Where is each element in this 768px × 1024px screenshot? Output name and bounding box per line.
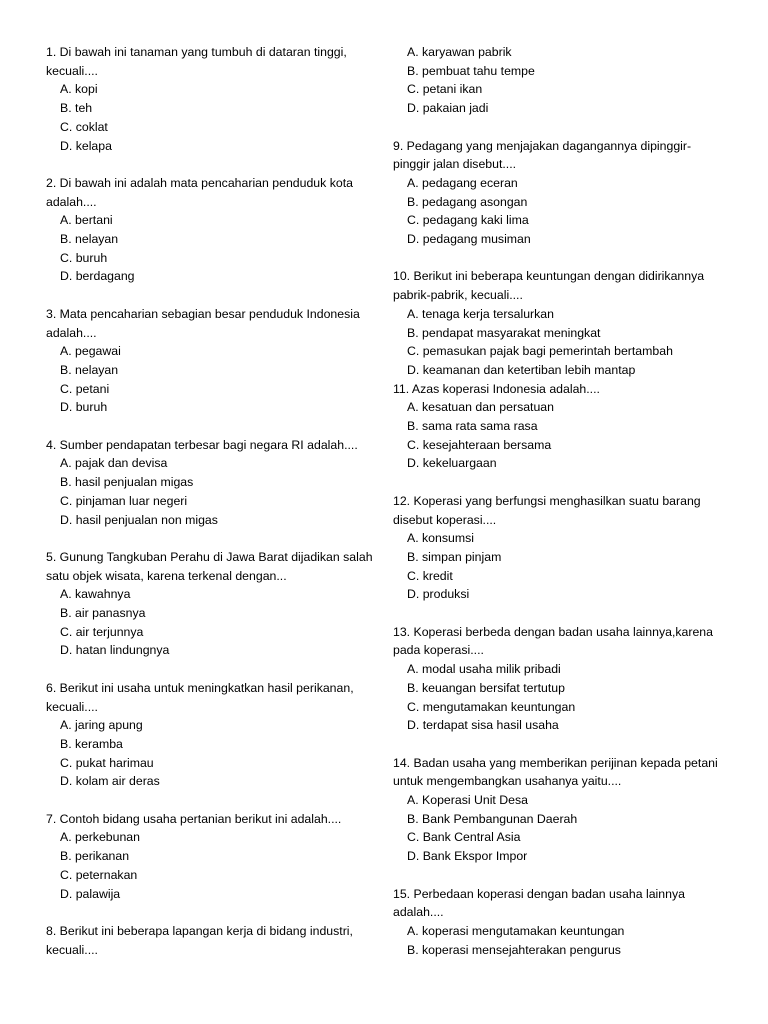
question-block [393,623,723,735]
question-block [46,305,381,417]
question-text: 5. Gunung Tangkuban Perahu di Jawa Barat dijadikan salah satu objek wisata, karena terkenal dengan... [46,549,373,583]
answer-options [393,791,723,866]
question-text: 10. Berikut ini beberapa keuntungan dengan didirikannya pabrik-pabrik, kecuali.... [393,269,705,303]
answer-option: A. tenaga kerja tersalurkan [407,306,554,321]
answer-option: A. karyawan pabrik [407,45,512,59]
answer-option: C. coklat [60,119,108,134]
question-text: 4. Sumber pendapatan terbesar bagi negara RI adalah.... [46,437,358,452]
answer-option: D. produksi [407,587,470,602]
answer-options [46,80,381,155]
answer-option: B. koperasi mensejahterakan pengurus [407,942,621,957]
question-block [393,137,723,249]
answer-option: B. nelayan [60,362,119,377]
answer-option: B. keramba [60,736,123,751]
answer-option: A. konsumsi [407,531,474,546]
answer-option: C. buruh [60,250,108,265]
answer-option: D. terdapat sisa hasil usaha [407,718,559,733]
answer-options [393,922,723,959]
answer-option: B. air panasnya [60,606,146,621]
answer-option: D. Bank Ekspor Impor [407,849,528,864]
question-block [46,810,381,904]
question-text: 15. Perbedaan koperasi dengan badan usaha lainnya adalah.... [393,886,685,920]
answer-option: B. Bank Pembangunan Daerah [407,811,578,826]
answer-option: A. pedagang eceran [407,175,518,190]
question-text: 9. Pedagang yang menjajakan dagangannya dipinggir-pinggir jalan disebut.... [393,138,692,172]
question-text: 11. Azas koperasi Indonesia adalah.... [393,381,600,396]
answer-option: D. buruh [60,400,108,415]
answer-option: C. Bank Central Asia [407,830,521,845]
answer-option: B. keuangan bersifat tertutup [407,680,565,695]
answer-option: C. pukat harimau [60,755,154,770]
answer-option: C. pinjaman luar negeri [60,493,188,508]
answer-option: C. kredit [407,568,453,583]
answer-option: A. modal usaha milik pribadi [407,662,561,677]
question-block [393,885,723,960]
question-block [393,380,723,474]
answer-option: D. hatan lindungnya [60,643,170,658]
question-text: 6. Berikut ini usaha untuk meningkatkan hasil perikanan, kecuali.... [46,680,354,714]
question-text: 1. Di bawah ini tanaman yang tumbuh di dataran tinggi, kecuali.... [46,45,347,78]
answer-options [393,398,723,473]
question-block [393,267,723,379]
answer-option: B. perikanan [60,849,130,864]
question-block [46,436,381,530]
question-block [46,548,381,660]
answer-option: C. pedagang kaki lima [407,213,529,228]
answer-option: A. kawahnya [60,587,131,602]
answer-option: A. perkebunan [60,830,140,845]
answer-option: A. pajak dan devisa [60,456,168,471]
question-block [393,43,723,118]
answer-option: A. kesatuan dan persatuan [407,400,554,415]
answer-option: B. simpan pinjam [407,549,502,564]
answer-option: A. bertani [60,213,113,228]
answer-option: B. sama rata sama rasa [407,419,538,434]
answer-option: D. kekeluargaan [407,456,497,471]
answer-options [393,305,723,380]
answer-options [46,716,381,791]
answer-option: D. hasil penjualan non migas [60,512,218,527]
question-text: 13. Koperasi berbeda dengan badan usaha lainnya,karena pada koperasi.... [393,624,713,658]
question-block [393,492,723,604]
question-text: 12. Koperasi yang berfungsi menghasilkan suatu barang disebut koperasi.... [393,493,701,527]
question-block [46,679,381,791]
answer-options [46,828,381,903]
answer-option: B. nelayan [60,232,119,247]
question-block [46,43,381,155]
answer-option: C. petani ikan [407,82,483,97]
answer-option: C. peternakan [60,867,138,882]
question-text: 2. Di bawah ini adalah mata pencaharian penduduk kota adalah.... [46,175,353,209]
question-block [46,922,381,959]
answer-option: D. pedagang musiman [407,232,531,247]
answer-option: A. pegawai [60,344,121,359]
answer-options [46,211,381,286]
answer-option: D. kelapa [60,138,112,153]
answer-options [393,529,723,604]
answer-option: A. kopi [60,82,98,97]
answer-option: D. keamanan dan ketertiban lebih mantap [407,362,636,377]
answer-option: A. Koperasi Unit Desa [407,793,528,808]
answer-option: B. pendapat masyarakat meningkat [407,325,601,340]
answer-option: B. pedagang asongan [407,194,528,209]
answer-options [393,660,723,735]
question-block [393,754,723,866]
question-text: 7. Contoh bidang usaha pertanian berikut ini adalah.... [46,811,342,826]
answer-option: B. hasil penjualan migas [60,475,194,490]
question-block [46,174,381,286]
question-text: 3. Mata pencaharian sebagian besar penduduk Indonesia adalah.... [46,306,360,340]
answer-option: A. koperasi mengutamakan keuntungan [407,923,625,938]
answer-option: C. mengutamakan keuntungan [407,699,576,714]
answer-option: C. air terjunnya [60,624,144,639]
answer-option: C. pemasukan pajak bagi pemerintah bertambah [407,344,673,359]
answer-option: C. petani [60,381,110,396]
right-column [393,43,723,978]
question-text: 14. Badan usaha yang memberikan perijinan kepada petani untuk mengembangkan usahanya yaitu.... [393,755,718,789]
answer-options [393,174,723,249]
answer-options [46,342,381,417]
answer-option: D. kolam air deras [60,774,160,789]
answer-option: B. pembuat tahu tempe [407,63,535,78]
answer-option: A. jaring apung [60,718,143,733]
answer-option: D. berdagang [60,269,135,284]
answer-option: B. teh [60,101,93,116]
left-column [46,43,381,978]
answer-option: D. pakaian jadi [407,101,489,116]
answer-options [46,585,381,660]
answer-options [46,454,381,529]
answer-option: C. kesejahteraan bersama [407,437,552,452]
answer-options [393,43,723,118]
answer-option: D. palawija [60,886,121,901]
question-text: 8. Berikut ini beberapa lapangan kerja di bidang industri, kecuali.... [46,923,353,957]
